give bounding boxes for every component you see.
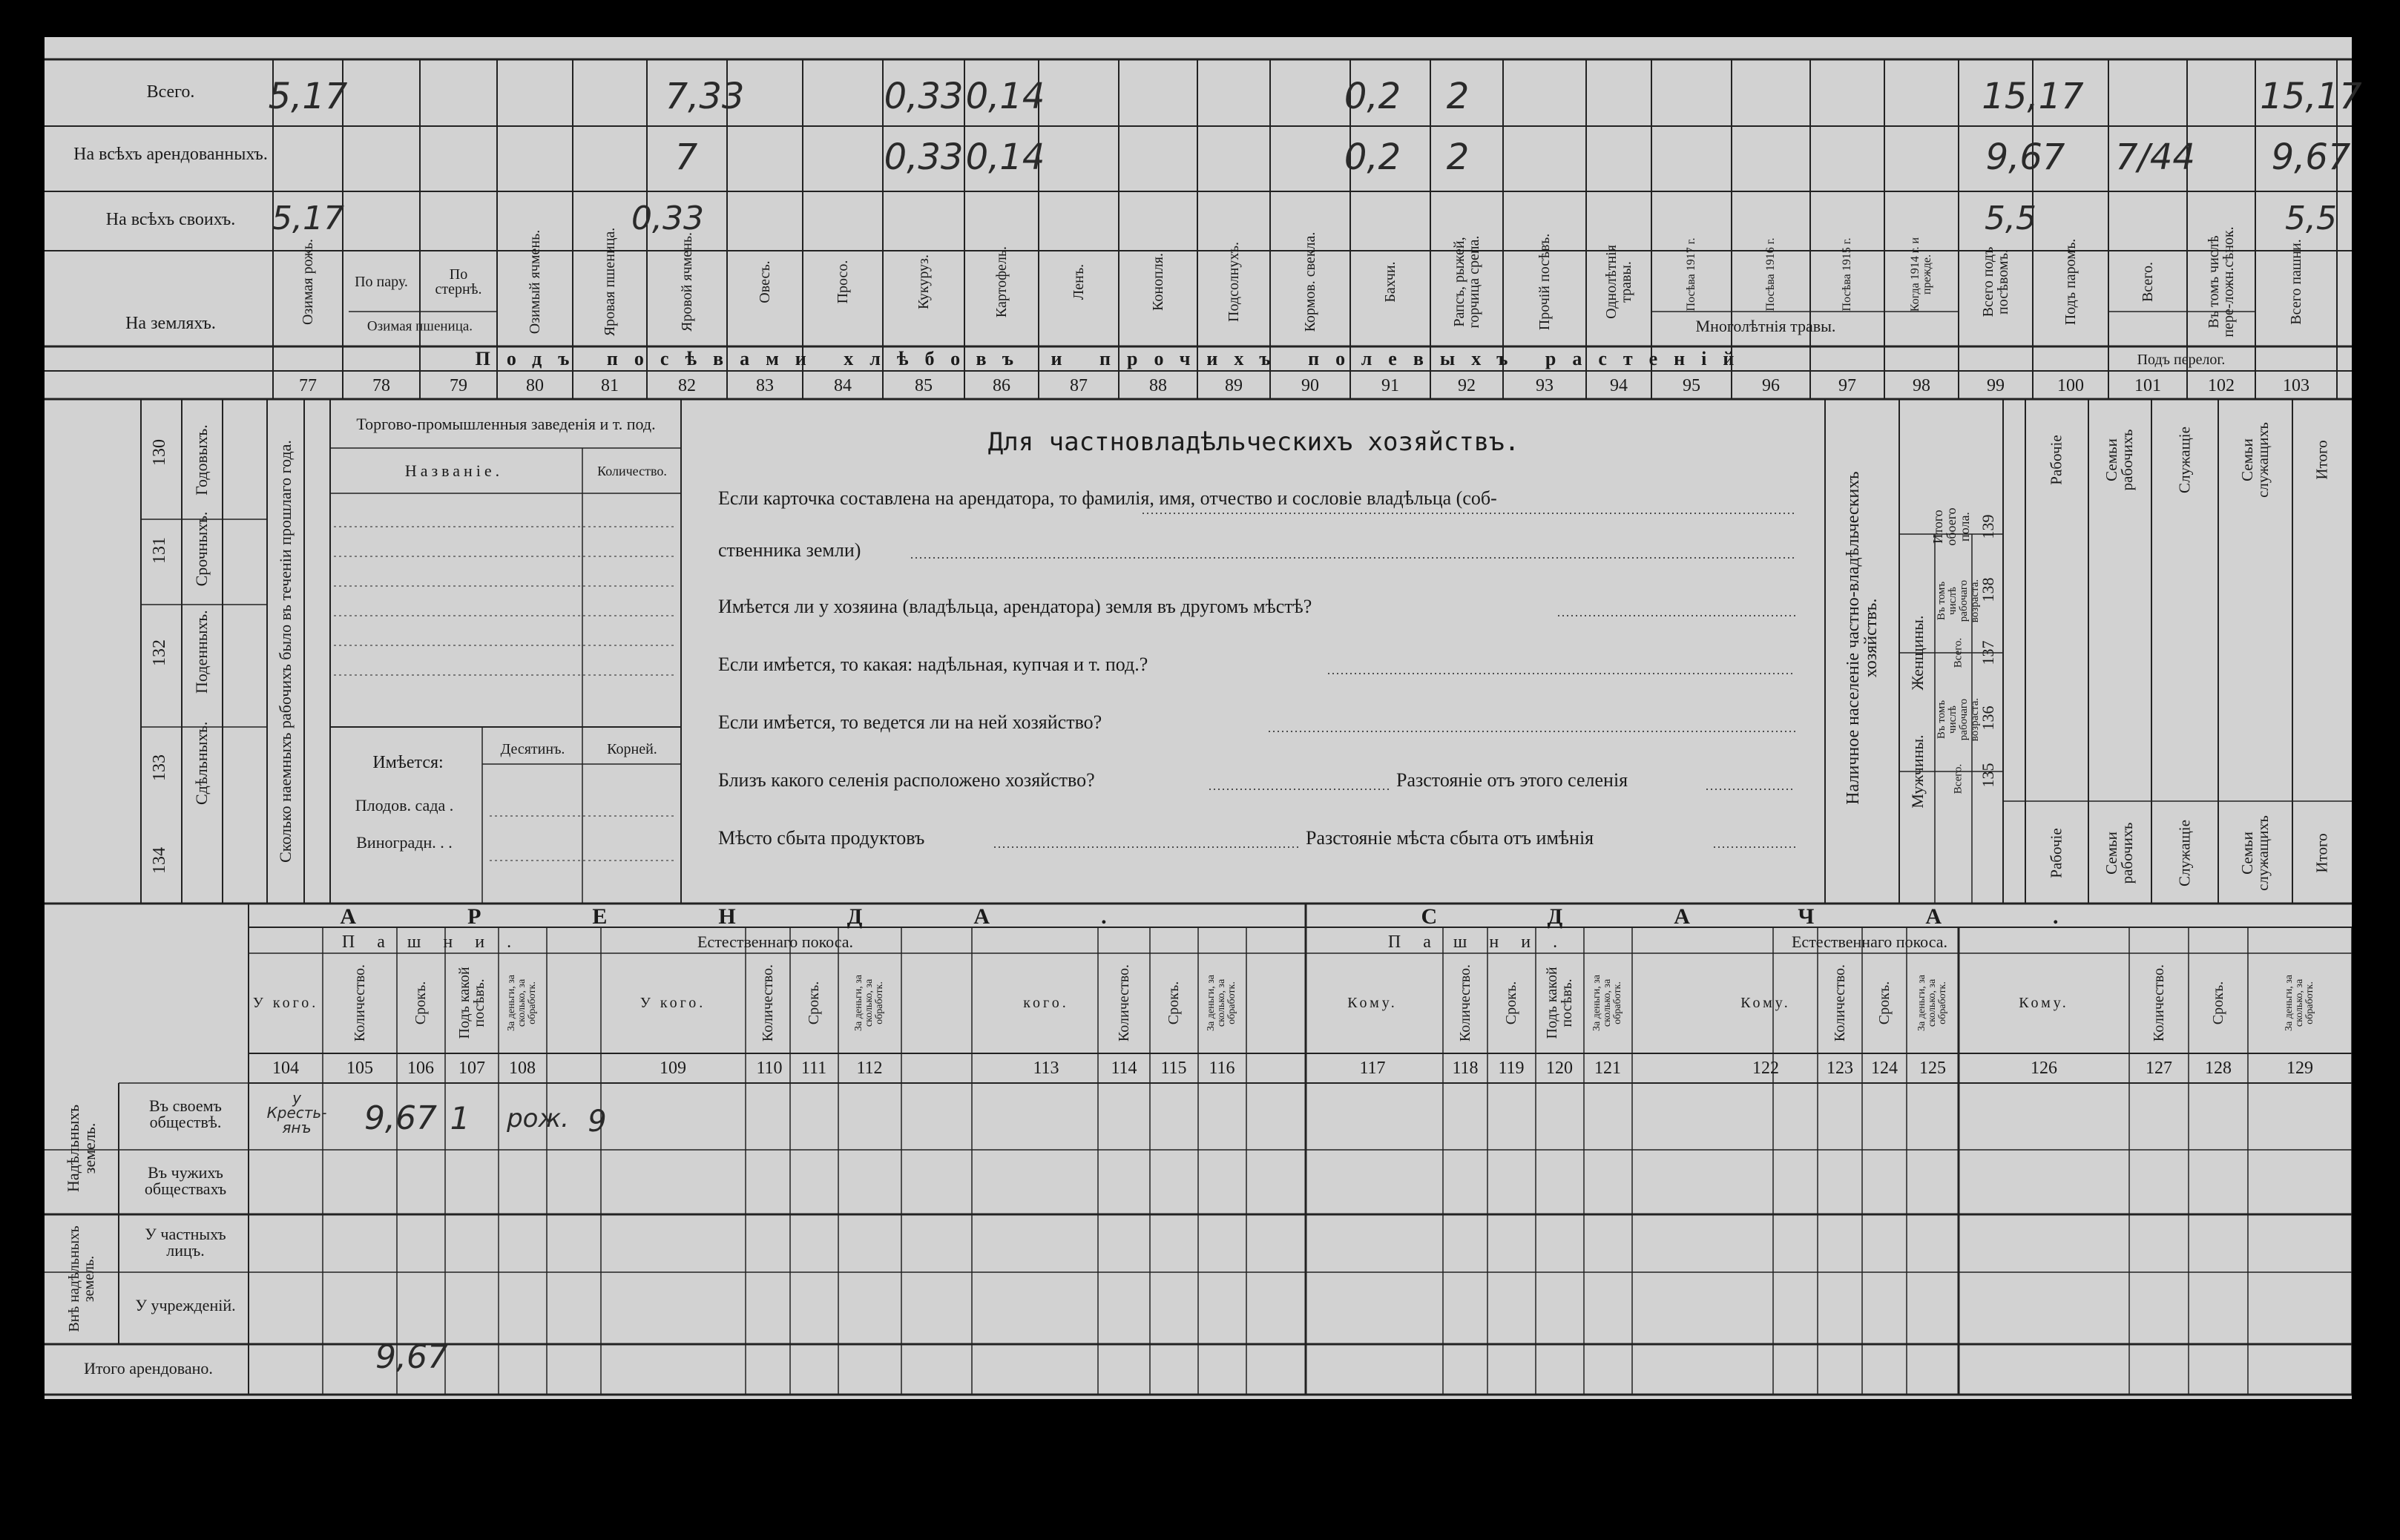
trade-korney: Корней. [607,741,657,757]
trade-name-col: Названіе. [404,461,504,480]
crop-number-91: 91 [1381,376,1399,395]
hw-lease-itogo: 9,67 [375,1338,448,1376]
pop-sub-1: Всего. [1952,637,1965,668]
crop-number-79: 79 [450,376,467,395]
handwritten-vsego: 15,17 [1982,76,2084,117]
crop-col-7: Просо. [835,260,851,304]
private-q3: Если имѣется, то какая: надѣльная, купчая и т. под.? [718,654,1148,675]
lease-number-105: 105 [346,1059,373,1078]
lease-col-21: За деньги, за сколько, за обработк. [1916,975,1948,1031]
pop-col-top-0: Рабочіе [2047,435,2065,485]
lease-number-128: 128 [2205,1059,2232,1078]
livestock-num-133: 133 [150,754,169,781]
lease-pokosa-2: Естественнаго покоса. [1791,932,1948,951]
crop-col-21: Когда 1914 г. и прежде. [1909,237,1933,312]
crop-col-17: Однолѣтнія травы. [1603,245,1634,319]
trade-qty-col: Количество. [597,464,667,478]
census-card [45,37,2362,1399]
lease-number-114: 114 [1111,1059,1137,1078]
pop-num-3: 138 [1979,577,1997,602]
handwritten-arend: 0,2 [1344,136,1401,178]
pop-sub-0: Въ томъ числѣ рабочаго возраста. [1936,579,1981,623]
lease-col-22: Кому. [2019,995,2069,1011]
handwritten-arend: 7 [674,136,698,178]
crop-col-26: Всего пашни. [2288,239,2304,325]
lease-col-11: Срокъ. [1166,981,1182,1025]
pop-col-top-2: Служащіе [2175,427,2194,493]
pop-women: Женщины. [1908,615,1927,691]
crop-col-24: Всего. [2140,261,2156,303]
lease-number-120: 120 [1546,1059,1573,1078]
lease-col-17: За деньги, за сколько, за обработк. [1591,975,1623,1031]
row-label-zemlyakh: На земляхъ. [125,314,216,333]
livestock-num-132: 132 [150,639,169,666]
lease-number-122: 122 [1752,1059,1779,1078]
crop-number-92: 92 [1458,376,1476,395]
lease-number-123: 123 [1827,1059,1853,1078]
pop-col-bot-1: Семьи рабочихъ [2103,822,2136,884]
handwritten-svoikh: 5,5 [1985,200,2036,237]
lease-col-25: За деньги, за сколько, за обработк. [2284,975,2315,1031]
crop-col-9: Картофель. [993,246,1010,318]
trade-vinograd: Виноградн. . . [356,833,453,852]
hw-lease-ukogo: у Кресть-янъ [266,1089,327,1136]
row-label-svoikh: На всѣхъ своихъ. [105,210,236,229]
crop-number-81: 81 [601,376,619,395]
handwritten-svoikh: 0,33 [631,200,704,237]
lease-number-118: 118 [1452,1059,1479,1078]
livestock-label-1: Срочныхъ. [192,511,211,587]
crop-number-99: 99 [1987,376,2005,395]
crop-group-ozimaya: Озимая пшеница. [366,318,473,335]
crop-col-16: Прочій посѣвъ. [1536,233,1553,331]
pop-sub-3: Всего. [1952,763,1965,794]
lease-number-106: 106 [407,1059,434,1078]
trade-imeetsya: Имѣется: [372,753,444,772]
lease-number-115: 115 [1160,1059,1187,1078]
row-ne-nadelnykh: Внѣ надѣльныхъ земель. [66,1225,97,1332]
crop-col-1: По пару. [355,274,408,290]
lease-number-112: 112 [856,1059,883,1078]
trade-title: Торгово-промышленныя заведенія и т. под. [356,415,656,433]
crop-col-13: Кормов. свекла. [1302,231,1318,332]
crop-col-22: Всего подъ посѣвомъ. [1980,246,2011,317]
pop-col-top-1: Семьи рабочихъ [2103,429,2136,491]
crop-col-12: Подсолнухъ. [1226,242,1242,322]
lease-number-111: 111 [800,1059,827,1078]
private-q1b: ственника земли) [718,539,861,561]
crop-col-25: Въ томъ числѣ пере-ложн.сѣнок. [2206,226,2237,338]
handwritten-arend: 7/44 [2115,136,2195,178]
pop-num-1: 136 [1979,705,1997,731]
row-label-vsego: Всего. [146,82,195,102]
crop-col-18: Посѣва 1917 г. [1685,237,1697,312]
crop-number-103: 103 [2283,376,2309,395]
private-q1a: Если карточка составлена на арендатора, то фамилія, имя, отчество и сословіе владѣльца (соб- [718,487,1497,509]
lease-pashni: Пашни. [341,932,534,952]
row-itogo: Итого арендовано. [84,1359,213,1378]
crop-number-97: 97 [1838,376,1856,395]
private-q5: Близъ какого селенія расположено хозяйство? [718,769,1095,791]
hired-workers-label: Сколько наемныхъ рабочихъ было въ теченіи прошлаго года. [276,440,295,863]
lease-sdacha: СДАЧА. [1421,904,2170,929]
lease-col-24: Срокъ. [2210,981,2226,1025]
crop-number-85: 85 [915,376,933,395]
pop-col-top-3: Семьи служащихъ [2238,422,2272,498]
lease-col-2: Срокъ. [412,981,429,1025]
lease-number-107: 107 [458,1059,485,1078]
lease-col-3: Подъ какой посѣвъ. [456,967,487,1039]
livestock-num-130: 130 [150,439,169,466]
crop-number-90: 90 [1301,376,1319,395]
crop-col-11: Конопля. [1150,253,1166,311]
crop-number-82: 82 [678,376,696,395]
lease-number-117: 117 [1359,1059,1386,1078]
lease-col-1: Количество. [352,964,368,1042]
lease-col-12: За деньги, за сколько, за обработк. [1206,975,1237,1031]
lease-number-119: 119 [1498,1059,1525,1078]
crop-col-6: Овесъ. [757,260,773,303]
crop-number-77: 77 [299,376,317,395]
crop-number-80: 80 [526,376,544,395]
lease-col-20: Срокъ. [1876,981,1893,1025]
handwritten-vsego: 7,33 [665,76,745,117]
handwritten-vsego: 0,2 [1344,76,1401,117]
private-q5b: Разстояніе отъ этого селенія [1396,769,1628,791]
pop-col-bot-4: Итого [2312,833,2331,873]
lease-col-16: Подъ какой посѣвъ. [1544,967,1575,1039]
crop-col-19: Посѣва 1916 г. [1764,237,1777,312]
lease-col-13: Кому. [1347,995,1398,1011]
crop-number-93: 93 [1536,376,1554,395]
hw-lease-posev: рож. [507,1104,569,1133]
row-v-svoem: Въ своемъ обществѣ. [149,1096,222,1131]
lease-number-125: 125 [1919,1059,1946,1078]
lease-col-18: Кому. [1740,995,1791,1011]
crop-number-87: 87 [1070,376,1088,395]
lease-col-19: Количество. [1832,964,1848,1042]
trade-desyatin: Десятинъ. [500,741,565,757]
hw-lease-srok: 1 [450,1100,470,1136]
hw-lease-price: 9 [588,1105,607,1139]
livestock-label-0: Годовыхъ. [192,424,211,496]
crop-band: Подъ посѣвами хлѣбовъ и прочихъ полевыхъ растеній [475,348,1751,369]
handwritten-vsego: 15,17 [2260,76,2362,117]
pop-num-0: 135 [1979,763,1997,788]
crop-group-mnogolet: Многолѣтнія травы. [1695,317,1836,335]
pop-men: Мужчины. [1908,734,1927,809]
lease-col-7: Срокъ. [806,981,822,1025]
crop-col-15: Рапсъ, рыжей, горчица срепа. [1451,235,1482,329]
crop-number-100: 100 [2057,376,2084,395]
crop-col-8: Кукуруз. [915,254,932,309]
handwritten-arend: 9,67 [2271,136,2351,178]
crop-col-3: Озимый ячмень. [527,229,543,335]
handwritten-vsego: 0,33 [884,76,964,117]
lease-number-126: 126 [2031,1059,2057,1078]
crop-col-10: Ленъ. [1071,263,1087,300]
row-v-chuzhikh: Въ чужихъ обществахъ [144,1163,227,1198]
lease-pashni-2: Пашни. [1387,932,1580,952]
lease-number-113: 113 [1033,1059,1059,1078]
crop-number-89: 89 [1225,376,1243,395]
handwritten-svoikh: 5,5 [2285,200,2337,237]
private-q4: Если имѣется, то ведется ли на ней хозяйство? [718,711,1102,733]
private-q2: Имѣется ли у хозяина (владѣльца, арендатора) земля въ другомъ мѣстѣ? [718,596,1312,617]
handwritten-vsego: 0,14 [965,76,1045,117]
crop-number-101: 101 [2134,376,2161,395]
lease-col-10: Количество. [1116,964,1132,1042]
lease-col-5: У кого. [640,995,706,1011]
livestock-label-2: Поденныхъ. [192,610,211,694]
crop-number-84: 84 [834,376,852,395]
private-q6: Мѣсто сбыта продуктовъ [718,827,925,849]
lease-pokosa: Естественнаго покоса. [697,932,854,951]
crop-number-95: 95 [1683,376,1700,395]
row-label-arend: На всѣхъ арендованныхъ. [73,145,268,164]
handwritten-vsego: 5,17 [268,76,348,117]
crop-col-0: Озимая рожь. [300,238,316,326]
lease-col-14: Количество. [1457,964,1473,1042]
lease-number-104: 104 [272,1059,299,1078]
livestock-label-3: Сдѣльныхъ. [192,721,211,805]
lease-number-121: 121 [1594,1059,1621,1078]
lease-number-129: 129 [2286,1059,2313,1078]
livestock-num-134: 134 [150,847,169,874]
population-title: Наличное населеніе частно-владѣльческихъ хозяйствъ. [1844,471,1881,805]
pop-col-top-4: Итого [2312,440,2331,480]
livestock-num-131: 131 [150,537,169,564]
trade-plod-sad: Плодов. сада . [355,796,454,815]
crop-number-86: 86 [993,376,1010,395]
crop-number-78: 78 [372,376,390,395]
lease-number-116: 116 [1209,1059,1235,1078]
lease-col-9: кого. [1023,995,1069,1011]
pop-num-2: 137 [1979,640,1997,665]
row-u-chastnykh: У частныхъ лицъ. [145,1225,226,1260]
lease-col-6: Количество. [760,964,776,1042]
private-title: Для частновладѣльческихъ хозяйствъ. [987,427,1520,457]
crop-col-20: Посѣва 1915 г. [1841,237,1853,312]
crop-number-102: 102 [2208,376,2235,395]
handwritten-arend: 9,67 [1985,136,2065,178]
crop-number-94: 94 [1610,376,1628,395]
handwritten-arend: 0,14 [965,136,1045,178]
crop-col-4: Яровая пшеница. [602,227,618,337]
crop-col-14: Бахчи. [1382,261,1398,303]
crop-number-98: 98 [1913,376,1930,395]
row-nadelnykh: Надѣльныхъ земель. [64,1105,99,1192]
crop-col-23: Подъ паромъ. [2062,238,2079,326]
lease-col-8: За деньги, за сколько, за обработк. [853,975,885,1031]
lease-col-0: У кого. [252,995,319,1011]
hw-lease-qty: 9,67 [364,1099,437,1137]
private-q6b: Разстояніе мѣста сбыта отъ имѣнія [1306,827,1594,849]
lease-number-110: 110 [756,1059,783,1078]
lease-col-23: Количество. [2151,964,2167,1042]
crop-number-83: 83 [756,376,774,395]
crop-number-88: 88 [1149,376,1167,395]
lease-number-108: 108 [509,1059,536,1078]
crop-col-2: По стернѣ. [435,266,482,297]
pop-col-bot-3: Семьи служащихъ [2238,815,2272,891]
handwritten-svoikh: 5,17 [272,200,344,237]
pop-itogo-ob: Итого обоего пола. [1930,507,1972,546]
lease-number-127: 127 [2146,1059,2172,1078]
crop-number-96: 96 [1762,376,1780,395]
handwritten-arend: 2 [1446,136,1470,178]
lease-col-15: Срокъ. [1503,981,1519,1025]
lease-arenda: АРЕНДА. [340,904,1218,929]
lease-number-124: 124 [1871,1059,1898,1078]
row-u-uchrezh: У учрежденій. [135,1296,236,1314]
handwritten-vsego: 2 [1446,76,1470,117]
crop-col-5: Яровой ячмень. [679,232,695,332]
lease-number-109: 109 [660,1059,686,1078]
crop-group-perelog: Подъ перелог. [2137,352,2226,368]
pop-sub-2: Въ томъ числѣ рабочаго возраста. [1936,697,1981,742]
pop-col-bot-2: Служащіе [2175,820,2194,886]
handwritten-arend: 0,33 [884,136,964,178]
pop-col-bot-0: Рабочіе [2047,828,2065,878]
lease-col-4: За деньги, за сколько, за обработк. [506,975,538,1031]
pop-num-4: 139 [1979,514,1997,539]
